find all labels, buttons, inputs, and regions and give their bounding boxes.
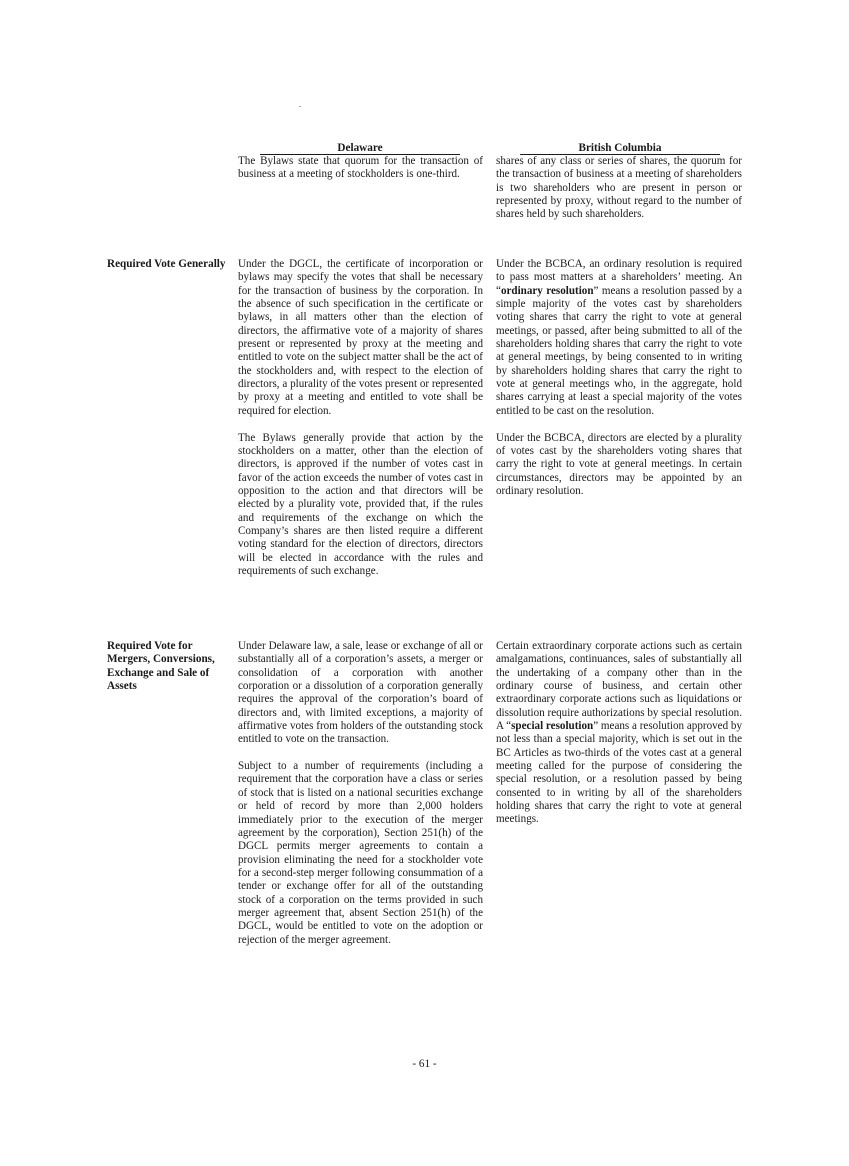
text-run: Certain extraordinary corporate actions such as certain amalgamations, continuances, sales of substantially all the undertaking of a company other than in the ordinary course of business, and certain other extraordinary corporate actions such as liquidations or dissolution require authorizations by special resolution. A “	[496, 640, 742, 733]
text-run: ” means a resolution approved by not less than a special majority, which is set out in the BC Articles as two-thirds of the votes cast at a general meeting called for the purpose of considering the special resolution, or a resolution passed by being consented to in writing by all of the shareholders holding shares that carry the right to vote at general meetings.	[496, 720, 743, 826]
delaware-cell	[238, 258, 483, 578]
paragraph: The Bylaws generally provide that action by the stockholders on a matter, other than the election of directors, is approved if the number of votes cast in favor of the action exceeds the number of votes cast in opposition to the action and that directors will be elected by a plurality vote, provided that, if the rules and requirements of the exchange on which the Company’s shares are then listed require a different voting standard for the election of directors, directors will be elected in accordance with the rules and requirements of such exchange.	[238, 431, 483, 577]
paragraph: Under Delaware law, a sale, lease or exchange of all or substantially all of a corporation’s assets, a merger or consolidation of a corporation with another corporation or a dissolution of a corporation generally requires the approval of the corporation’s board of directors and, with limited exceptions, a majority of affirmative votes from holders of the outstanding stock entitled to vote on the transaction.	[238, 640, 483, 746]
paragraph: shares of any class or series of shares, the quorum for the transaction of business at a meeting of shareholders is two shareholders who are present in person or represented by proxy, without regard to the number of shares held by such shareholders.	[496, 155, 742, 221]
text-run: Under the BCBCA, an ordinary resolution is required to pass most matters at a shareholders’ meeting. An “	[496, 258, 742, 297]
delaware-cell	[238, 155, 483, 182]
column-header-delaware: Delaware	[260, 142, 460, 155]
column-header-british-columbia: British Columbia	[520, 142, 720, 155]
paragraph: Under the BCBCA, directors are elected by a plurality of votes cast by the shareholders voting shares that carry the right to vote at general meetings. In certain circumstances, directors may be appointed by an ordinary resolution.	[496, 431, 742, 497]
stray-mark: .	[299, 100, 301, 109]
defined-term: ordinary resolution	[500, 284, 594, 297]
text-run: ” means a resolution passed by a simple majority of the votes cast by shareholders voting shares that carry the right to vote at general meetings, or passed, after being submitted to all of the shareholders holding shares that carry the right to vote at general meetings, by being consented to in writing by shareholders holding shares that carry the right to vote at general meetings who, in the aggregate, hold shares carrying at least a special majority of the votes entitled to be cast on the resolution.	[496, 284, 742, 417]
british-columbia-cell	[496, 640, 742, 827]
delaware-cell	[238, 640, 483, 947]
paragraph: Under the DGCL, the certificate of incorporation or bylaws may specify the votes that shall be necessary for the transaction of business by the corporation. In the absence of such specification in the certificate or bylaws, in all matters other than the election of directors, the affirmative vote of a majority of shares present or represented by proxy at the meeting and entitled to vote on the subject matter shall be the act of the stockholders and, with respect to the election of directors, a plurality of the votes present or represented by proxy at a meeting and entitled to vote shall be required for election.	[238, 258, 483, 417]
paragraph	[496, 258, 742, 418]
row-label: Required Vote Generally	[107, 258, 226, 270]
paragraph: The Bylaws state that quorum for the transaction of business at a meeting of stockholders is one-third.	[238, 155, 483, 181]
paragraph	[496, 640, 742, 827]
row-label: Required Vote for Mergers, Conversions, Exchange and Sale of Assets	[107, 640, 215, 693]
paragraph: Subject to a number of requirements (including a requirement that the corporation have a class or series of stock that is listed on a national securities exchange or held of record by more than 2,000 holders immediately prior to the execution of the merger agreement by the corporation), Section 251(h) of the DGCL permits merger agreements to contain a provision eliminating the need for a stockholder vote for a second-step merger following consummation of a tender or exchange offer for all of the outstanding stock of a corporation on the terms provided in such merger agreement that, absent Section 251(h) of the DGCL, would be entitled to vote on the adoption or rejection of the merger agreement.	[238, 760, 483, 946]
british-columbia-cell	[496, 258, 742, 498]
british-columbia-cell	[496, 155, 742, 222]
page-number: - 61 -	[412, 1058, 437, 1070]
defined-term: special resolution	[511, 720, 594, 733]
